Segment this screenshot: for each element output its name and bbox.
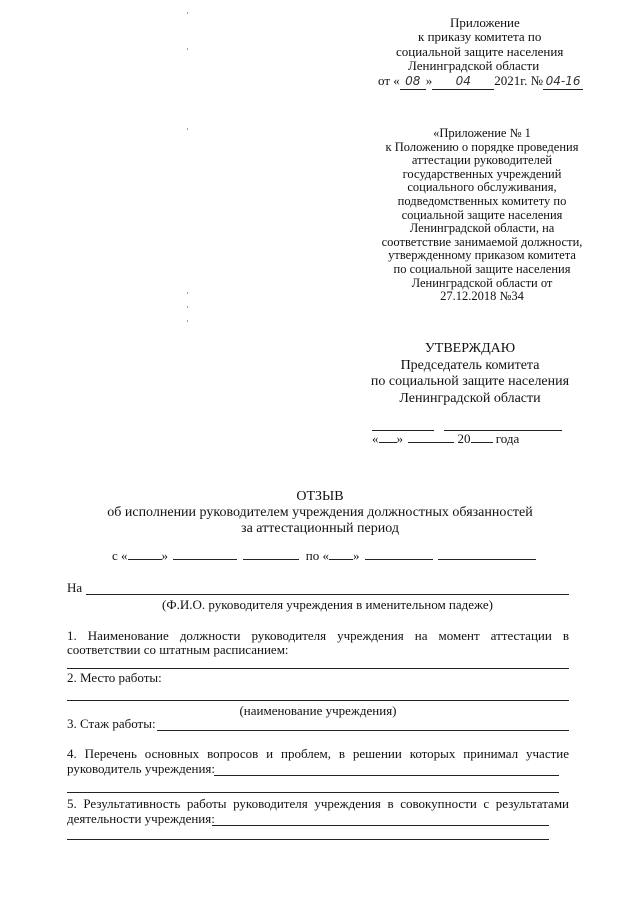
period-line — [112, 548, 536, 563]
item4-text: 4. Перечень основных вопросов и проблем, в решении которых принимал участие — [67, 746, 569, 761]
appendix1-line: к Положению о порядке проведения — [385, 139, 579, 154]
fio-caption: (Ф.И.О. руководителя учреждения в именительном падеже) — [162, 597, 493, 612]
order-date-line — [378, 73, 583, 90]
margin-dot — [187, 320, 188, 322]
approve-date-open: « — [372, 431, 379, 446]
order-year: 2021г. № — [494, 73, 544, 88]
margin-dot — [187, 306, 188, 308]
item1-text: 1. Наименование должности руководителя учреждения на момент аттестации в — [67, 628, 569, 643]
period-to-year — [438, 548, 536, 560]
approve-year-suffix: года — [495, 431, 520, 446]
period-from-day — [128, 548, 162, 560]
period-to: по « — [305, 548, 329, 563]
approve-year-blank — [471, 431, 493, 443]
period-from-month — [173, 548, 237, 560]
item5-answer-line — [212, 825, 549, 826]
order-date-prefix: от « — [378, 73, 400, 88]
item4-answer-line — [214, 775, 559, 776]
approve-line: Председатель комитета — [400, 357, 540, 373]
item1-text: соответствии со штатным расписанием: — [67, 642, 289, 657]
item5-text: деятельности учреждения: — [67, 811, 215, 826]
approve-block — [350, 341, 590, 407]
margin-dot — [187, 292, 188, 294]
appendix1-line: утвержденному приказом комитета — [388, 248, 576, 263]
review-heading — [60, 489, 580, 537]
na-label: На — [67, 580, 83, 595]
appendix1-line: Ленинградской области от — [411, 275, 553, 290]
appendix1-line: Ленинградской области, на — [409, 221, 555, 236]
appendix1-line: соответствие занимаемой должности, — [381, 234, 583, 249]
approve-year-prefix: 20 — [457, 431, 471, 446]
appendix1-line: аттестации руководителей — [411, 153, 553, 168]
period-to-month — [365, 548, 433, 560]
appendix1-line: государственных учреждений — [402, 166, 562, 181]
item5-answer-line — [67, 839, 549, 840]
item4-text: руководитель учреждения: — [67, 761, 216, 776]
approve-title: УТВЕРЖДАЮ — [424, 341, 516, 356]
item2-label: 2. Место работы: — [67, 670, 162, 685]
fio-line — [86, 594, 569, 595]
review-subtitle: об исполнении руководителем учреждения должностных обязанностей — [107, 505, 533, 520]
appendix1-line: 27.12.2018 №34 — [440, 289, 524, 304]
period-to-day — [329, 548, 353, 560]
margin-dot — [187, 12, 188, 14]
appendix-line: социальной защите населения — [396, 44, 564, 59]
appendix1-line: по социальной защите населения — [393, 261, 571, 276]
item3-label: 3. Стаж работы: — [67, 716, 156, 731]
approve-month-blank — [408, 431, 454, 443]
approve-day-blank — [379, 431, 397, 443]
margin-dot — [187, 48, 188, 50]
item1-answer-line — [67, 668, 569, 669]
period-from-close: » — [161, 548, 169, 563]
period-from-year — [243, 548, 299, 560]
item4-answer-line — [67, 792, 559, 793]
period-to-close: » — [353, 548, 360, 563]
order-day: 08 — [400, 74, 426, 90]
item5-text: 5. Результативность работы руководителя учреждения в совокупности с результатами — [67, 796, 569, 811]
approve-date-close: » — [396, 431, 403, 446]
margin-dot — [187, 128, 188, 130]
order-number: 04-16 — [543, 74, 583, 90]
review-title: ОТЗЫВ — [296, 489, 344, 504]
item2-answer-line — [67, 700, 569, 701]
appendix1-block — [360, 127, 604, 304]
appendix-line: Ленинградской области — [408, 58, 540, 73]
appendix1-line: «Приложение № 1 — [433, 126, 531, 140]
item2-caption: (наименование учреждения) — [239, 703, 397, 718]
appendix1-line: подведомственных комитету по — [397, 193, 567, 208]
appendix1-line: социальной защите населения — [401, 207, 563, 222]
appendix-line: к приказу комитета по — [418, 29, 542, 44]
approve-date-line — [372, 431, 519, 446]
order-date-mid: » — [425, 73, 433, 88]
order-month: 04 — [432, 74, 494, 90]
approve-line: Ленинградской области — [399, 390, 541, 406]
approve-line: по социальной защите населения — [370, 374, 570, 389]
period-from: с « — [112, 548, 128, 563]
item3-answer-line — [157, 730, 569, 731]
review-subtitle: за аттестационный период — [241, 521, 399, 536]
appendix1-line: социального обслуживания, — [407, 180, 557, 195]
appendix-line: Приложение — [450, 15, 520, 30]
